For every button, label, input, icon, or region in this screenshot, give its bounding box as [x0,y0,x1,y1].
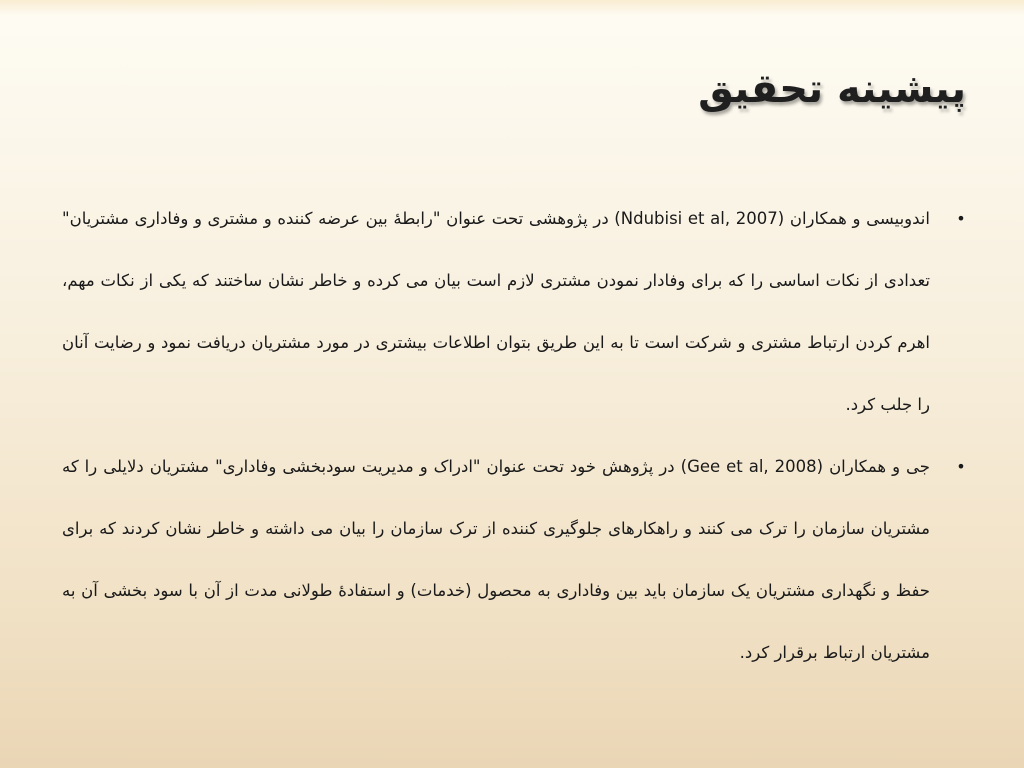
bullet-item-2 [62,436,968,684]
slide-content [62,188,968,684]
bullet-text-before: اندوبیسی و همکاران ( [777,209,930,228]
top-band [0,0,1024,16]
slide-title: پیشینه تحقیق [698,66,966,112]
bullet-icon: • [956,209,966,228]
bullet-text-after: ) در پژوهشی تحت عنوان "رابطۀ بین عرضه کننده و مشتری و وفاداری مشتریان" تعدادی از نکات اساسی را که برای وفادار نمودن مشتری لازم است بیان می کرده و خاطر نشان ساختند که یکی از نکات مهم، اهرم کردن ارتباط مشتری و شرکت است تا به این طریق بتوان اطلاعات بیشتری در مورد مشتریان دریافت نمود و رضایت آنان را جلب کرد. [62,209,930,414]
bullet-text-before: جی و همکاران ( [816,457,930,476]
bullet-item-1 [62,188,968,436]
citation: Ndubisi et al, 2007 [620,209,778,228]
citation: Gee et al, 2008 [687,457,817,476]
bullet-text-after: ) در پژوهش خود تحت عنوان "ادراک و مدیریت سودبخشی وفاداری" مشتریان دلایلی را که مشتریان سازمان را ترک می کنند و راهکارهای جلوگیری کننده از ترک سازمان را بیان می داشته و خاطر نشان کردند که برای حفظ و نگهداری مشتریان یک سازمان باید بین وفاداری به محصول (خدمات) و استفادۀ طولانی مدت از آن با سود بخشی آن به مشتریان ارتباط برقرار کرد. [62,457,930,662]
bullet-icon: • [956,457,966,476]
